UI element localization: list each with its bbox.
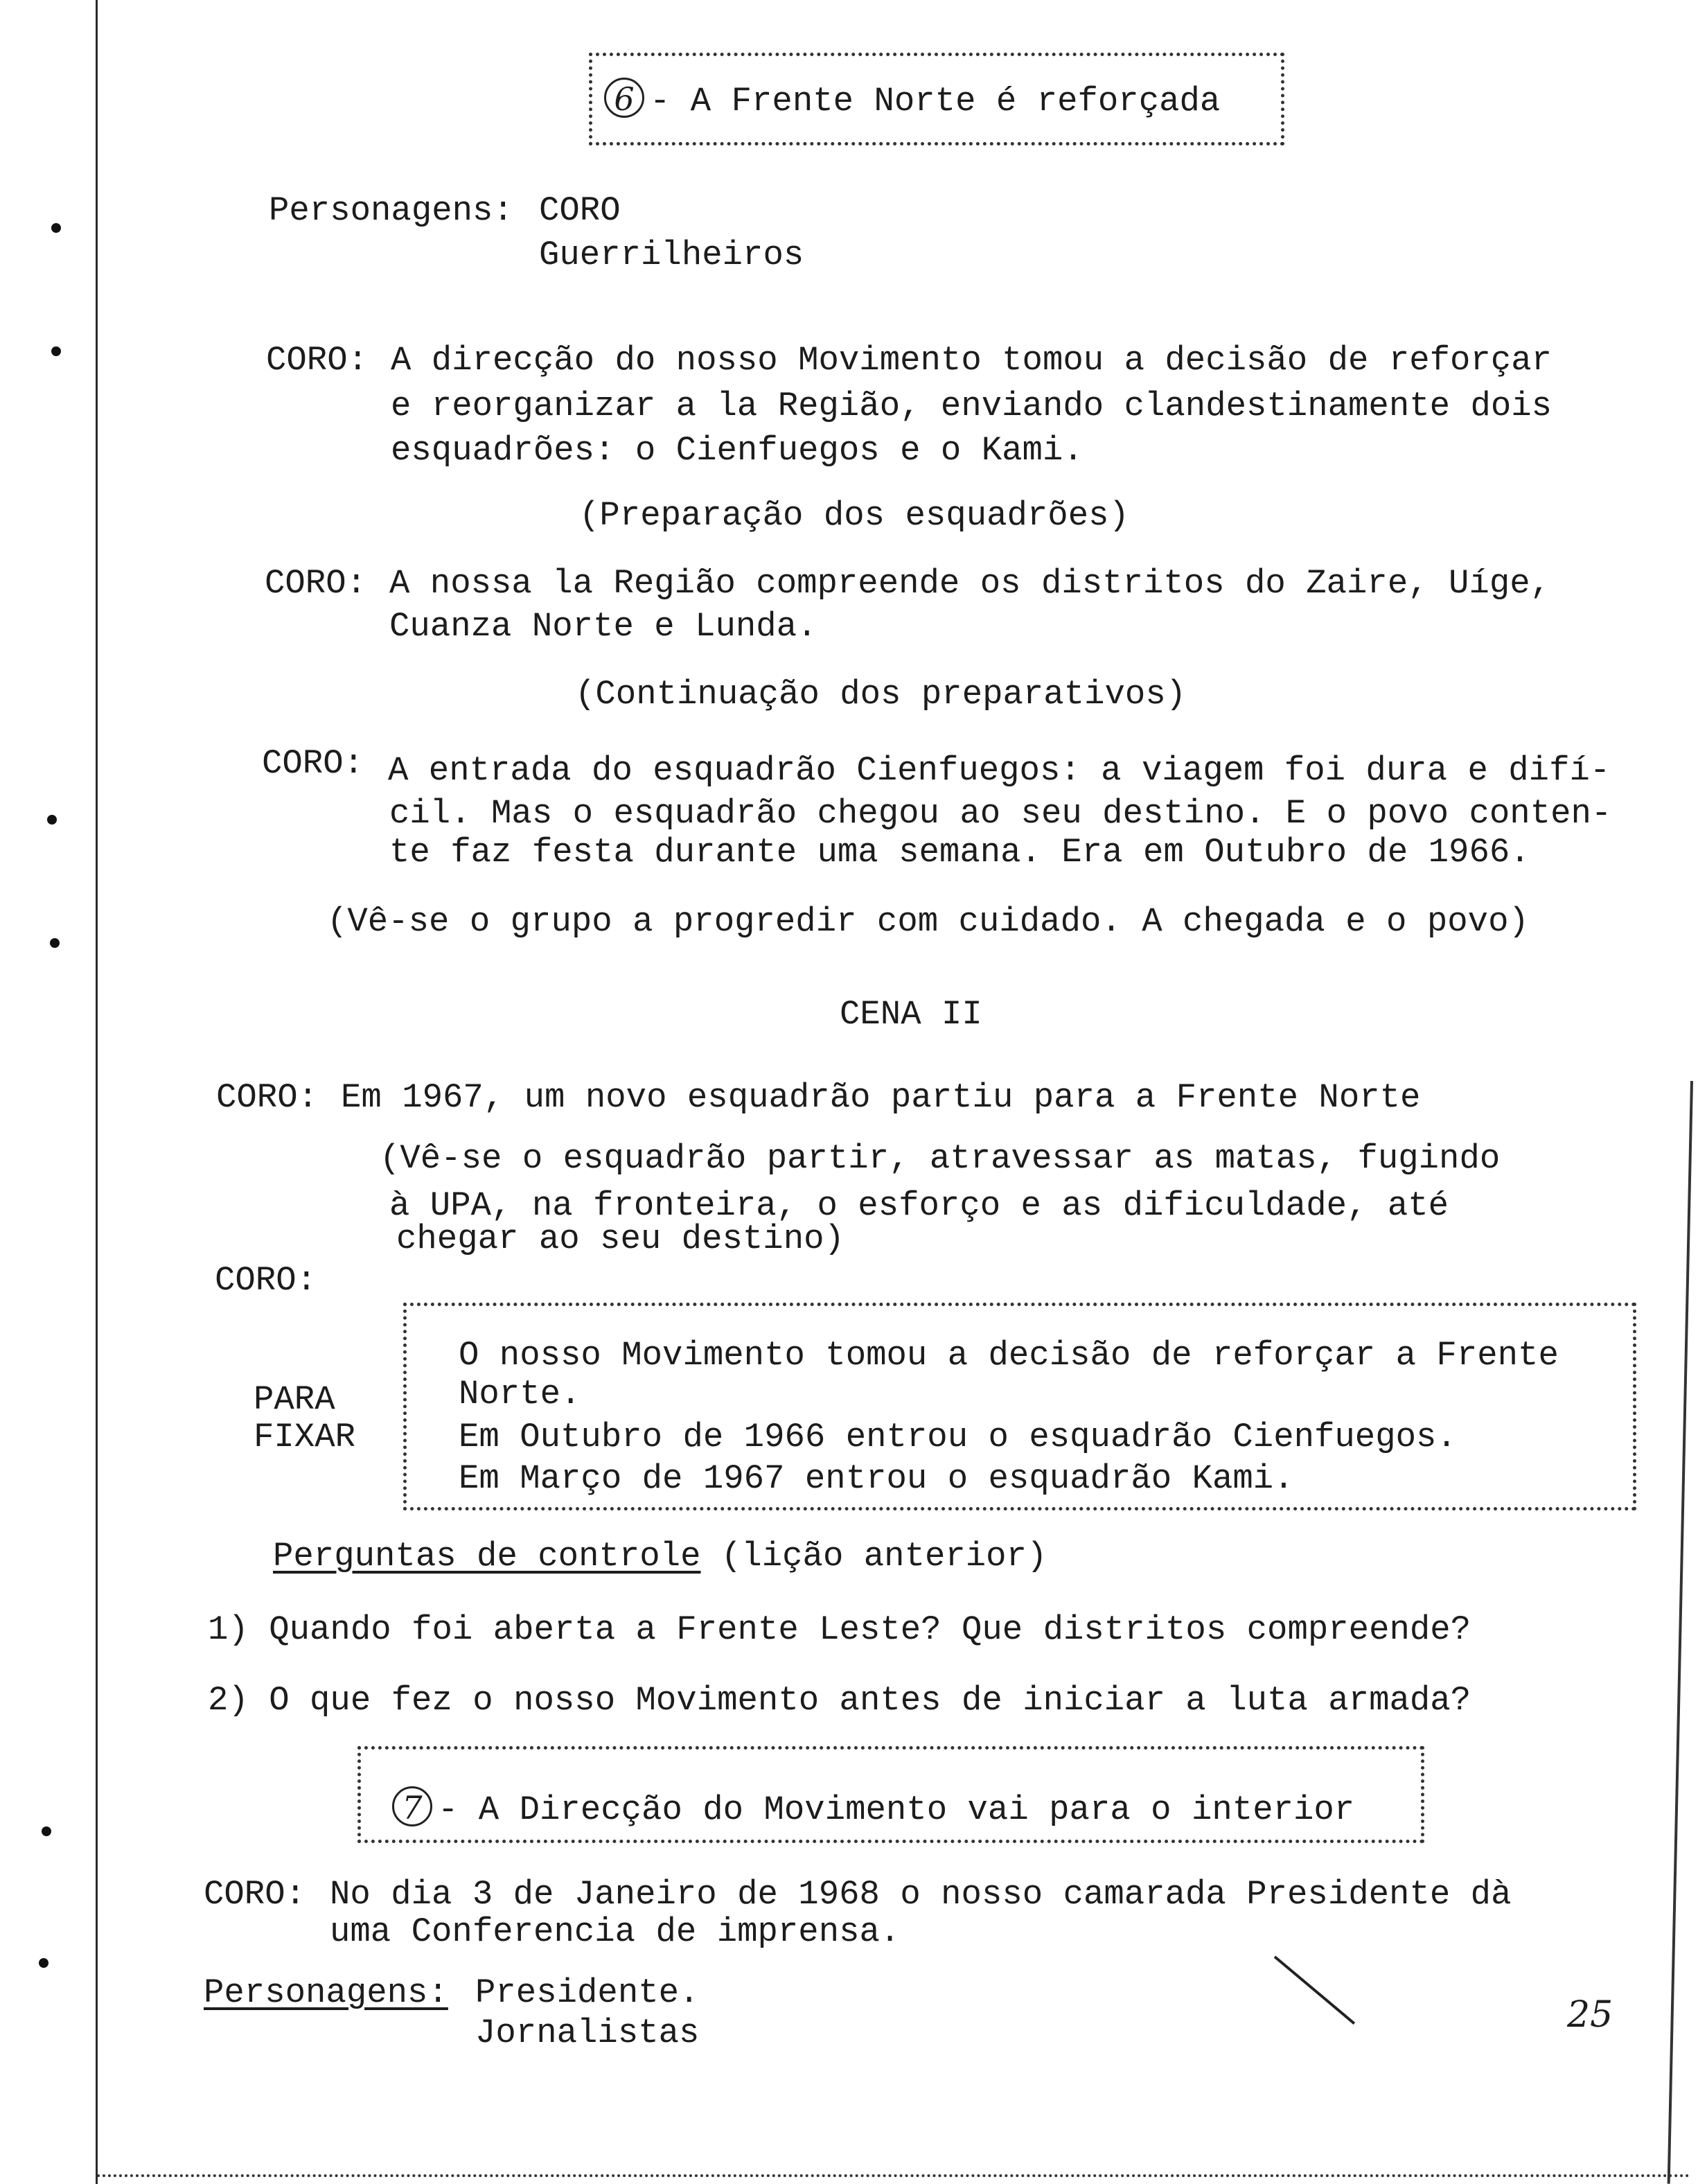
speaker-label: CORO: [265,564,367,603]
cast-item: CORO [539,191,621,230]
paragraph-line: A direcção do nosso Movimento tomou a decisão de reforçar [391,341,1553,380]
cast-label: Personagens: [269,191,513,230]
paragraph-line: Em 1967, um novo esquadrão partiu para a Frente Norte [341,1078,1421,1117]
cast-label-text: Personagens: [204,1973,448,2012]
stage-direction-line: (Vê-se o esquadrão partir, atravessar as matas, fugindo [380,1139,1501,1178]
speaker-label: CORO: [262,744,364,783]
stage-direction: (Preparação dos esquadrões) [579,496,1129,535]
summary-line: O nosso Movimento tomou a decisão de reforçar a Frente [459,1336,1559,1375]
section-7-title: - A Direcção do Movimento vai para o interior [438,1790,1355,1829]
speaker-label: CORO: [204,1875,306,1914]
control-title-suffix: (lição anterior) [720,1537,1047,1576]
para-fixar-label: FIXAR [254,1418,356,1456]
summary-line: Em Março de 1967 entrou o esquadrão Kami. [459,1459,1294,1498]
binding-hole-mark [39,1958,48,1968]
paragraph-line: te faz festa durante uma semana. Era em Outubro de 1966. [389,833,1530,872]
question-item: 2) O que fez o nosso Movimento antes de iniciar a luta armada? [208,1681,1471,1720]
cast-label [204,1972,448,2014]
control-heading [273,1535,1047,1577]
left-margin-line [96,0,98,2184]
stage-direction-line: à UPA, na fronteira, o esforço e as dificuldade, até [389,1186,1449,1225]
page-number: 25 [1567,1994,1613,2036]
paragraph-line: A entrada do esquadrão Cienfuegos: a viagem foi dura e difí- [388,751,1611,790]
stage-direction: (Vê-se o grupo a progredir com cuidado. A chegada e o povo) [327,902,1529,941]
stage-direction-line: chegar ao seu destino) [396,1219,844,1258]
cast-item: Presidente. [475,1973,700,2012]
speaker-label: CORO: [215,1261,317,1300]
paragraph-line: A nossa la Região compreende os distritos do Zaire, Uíge, [389,564,1551,603]
paragraph-line: No dia 3 de Janeiro de 1968 o nosso camarada Presidente dà [330,1875,1512,1914]
right-edge-line [1668,1081,1693,2184]
binding-hole-mark [47,815,57,825]
section-7-number: 7 [392,1786,432,1826]
paragraph-line: uma Conferencia de imprensa. [330,1912,901,1951]
binding-hole-mark [42,1826,51,1836]
paragraph-line: esquadrões: o Cienfuegos e o Kami. [391,431,1084,470]
binding-hole-mark [51,223,61,233]
question-item: 1) Quando foi aberta a Frente Leste? Que distritos compreende? [208,1610,1471,1649]
binding-hole-mark [50,938,60,948]
paragraph-line: Cuanza Norte e Lunda. [389,607,817,646]
summary-line: Em Outubro de 1966 entrou o esquadrão Cienfuegos. [459,1418,1457,1456]
paragraph-line: cil. Mas o esquadrão chegou ao seu destino. E o povo conten- [389,794,1612,833]
summary-line: Norte. [459,1375,581,1414]
speaker-label: CORO: [216,1078,319,1117]
para-fixar-label: PARA [254,1380,335,1419]
bottom-edge-line [97,2174,1690,2181]
control-title: Perguntas de controle [273,1537,701,1576]
binding-hole-mark [51,346,61,356]
paragraph-line: e reorganizar a la Região, enviando clandestinamente dois [391,387,1553,425]
section-6-title: - A Frente Norte é reforçada [650,82,1221,121]
handwritten-stroke [1274,1955,1355,2024]
cast-item: Jornalistas [475,2014,700,2052]
section-6-heading [604,78,1220,122]
section-6-number: 6 [604,78,644,118]
stage-direction: (Continuação dos preparativos) [575,675,1187,714]
section-7-heading [392,1786,1354,1831]
cast-item: Guerrilheiros [539,236,804,274]
scene-heading: CENA II [840,995,982,1034]
speaker-label: CORO: [266,341,369,380]
